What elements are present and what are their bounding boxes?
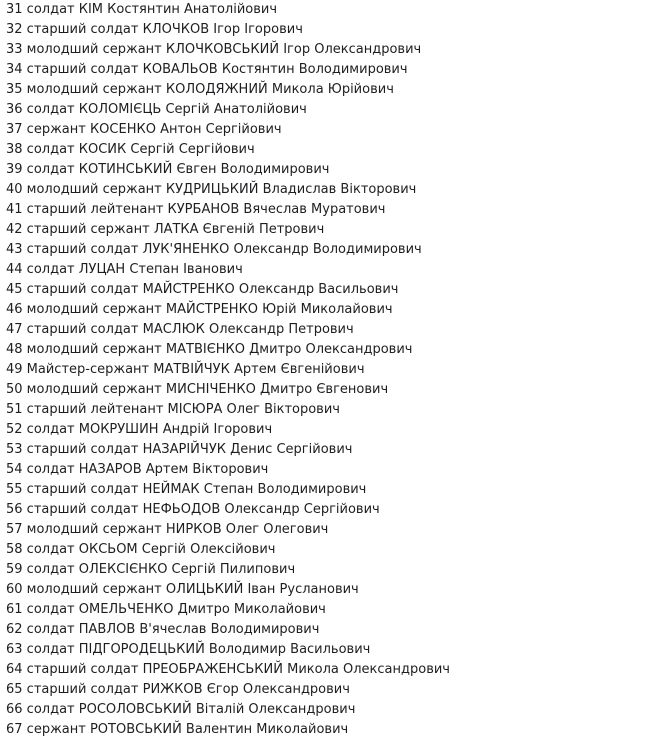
list-item: 61 солдат ОМЕЛЬЧЕНКО Дмитро Миколайович <box>6 602 326 617</box>
list-item: 40 молодший сержант КУДРИЦЬКИЙ Владислав Вікторович <box>6 182 417 197</box>
list-item: 65 старший солдат РИЖКОВ Єгор Олександрович <box>6 682 350 697</box>
list-item: 33 молодший сержант КЛОЧКОВСЬКИЙ Ігор Олександрович <box>6 42 422 57</box>
list-item: 60 молодший сержант ОЛИЦЬКИЙ Іван Русланович <box>6 582 359 597</box>
list-item: 52 солдат МОКРУШИН Андрій Ігорович <box>6 422 273 437</box>
list-item: 31 солдат КІМ Костянтин Анатолійович <box>6 2 278 17</box>
list-item: 50 молодший сержант МИСНІЧЕНКО Дмитро Євгенович <box>6 382 389 397</box>
list-item: 43 старший солдат ЛУК'ЯНЕНКО Олександр Володимирович <box>6 242 422 257</box>
list-item: 67 сержант РОТОВСЬКИЙ Валентин Миколайович <box>6 722 349 737</box>
list-item: 54 солдат НАЗАРОВ Артем Вікторович <box>6 462 269 477</box>
list-item: 64 старший солдат ПРЕОБРАЖЕНСЬКИЙ Микола Олександрович <box>6 662 450 677</box>
list-item: 35 молодший сержант КОЛОДЯЖНИЙ Микола Юрійович <box>6 82 394 97</box>
list-item: 45 старший солдат МАЙСТРЕНКО Олександр Васильович <box>6 282 399 297</box>
personnel-list <box>6 0 450 740</box>
list-item: 37 сержант КОСЕНКО Антон Сергійович <box>6 122 282 137</box>
list-item: 56 старший солдат НЕФЬОДОВ Олександр Сергійович <box>6 502 380 517</box>
list-item: 44 солдат ЛУЦАН Степан Іванович <box>6 262 243 277</box>
list-item: 41 старший лейтенант КУРБАНОВ Вячеслав Муратович <box>6 202 386 217</box>
list-item: 39 солдат КОТИНСЬКИЙ Євген Володимирович <box>6 162 330 177</box>
list-item: 55 старший солдат НЕЙМАК Степан Володимирович <box>6 482 367 497</box>
list-item: 34 старший солдат КОВАЛЬОВ Костянтин Володимирович <box>6 62 408 77</box>
list-item: 42 старший сержант ЛАТКА Євгеній Петрович <box>6 222 325 237</box>
list-item: 57 молодший сержант НИРКОВ Олег Олегович <box>6 522 329 537</box>
list-item: 53 старший солдат НАЗАРІЙЧУК Денис Сергійович <box>6 442 353 457</box>
list-item: 46 молодший сержант МАЙСТРЕНКО Юрій Миколайович <box>6 302 393 317</box>
list-item: 47 старший солдат МАСЛЮК Олександр Петрович <box>6 322 354 337</box>
list-item: 58 солдат ОКСЬОМ Сергій Олексійович <box>6 542 276 557</box>
list-item: 49 Майстер-сержант МАТВІЙЧУК Артем Євгенійович <box>6 362 365 377</box>
list-item: 59 солдат ОЛЕКСІЄНКО Сергій Пилипович <box>6 562 296 577</box>
list-item: 36 солдат КОЛОМІЄЦЬ Сергій Анатолійович <box>6 102 307 117</box>
list-item: 38 солдат КОСИК Сергій Сергійович <box>6 142 255 157</box>
list-item: 51 старший лейтенант МІСЮРА Олег Вікторович <box>6 402 340 417</box>
list-item: 48 молодший сержант МАТВІЄНКО Дмитро Олександрович <box>6 342 413 357</box>
list-item: 66 солдат РОСОЛОВСЬКИЙ Віталій Олександрович <box>6 702 356 717</box>
list-item: 63 солдат ПІДГОРОДЕЦЬКИЙ Володимир Васильович <box>6 642 371 657</box>
list-item: 62 солдат ПАВЛОВ В'ячеслав Володимирович <box>6 622 320 637</box>
list-item: 32 старший солдат КЛОЧКОВ Ігор Ігорович <box>6 22 303 37</box>
